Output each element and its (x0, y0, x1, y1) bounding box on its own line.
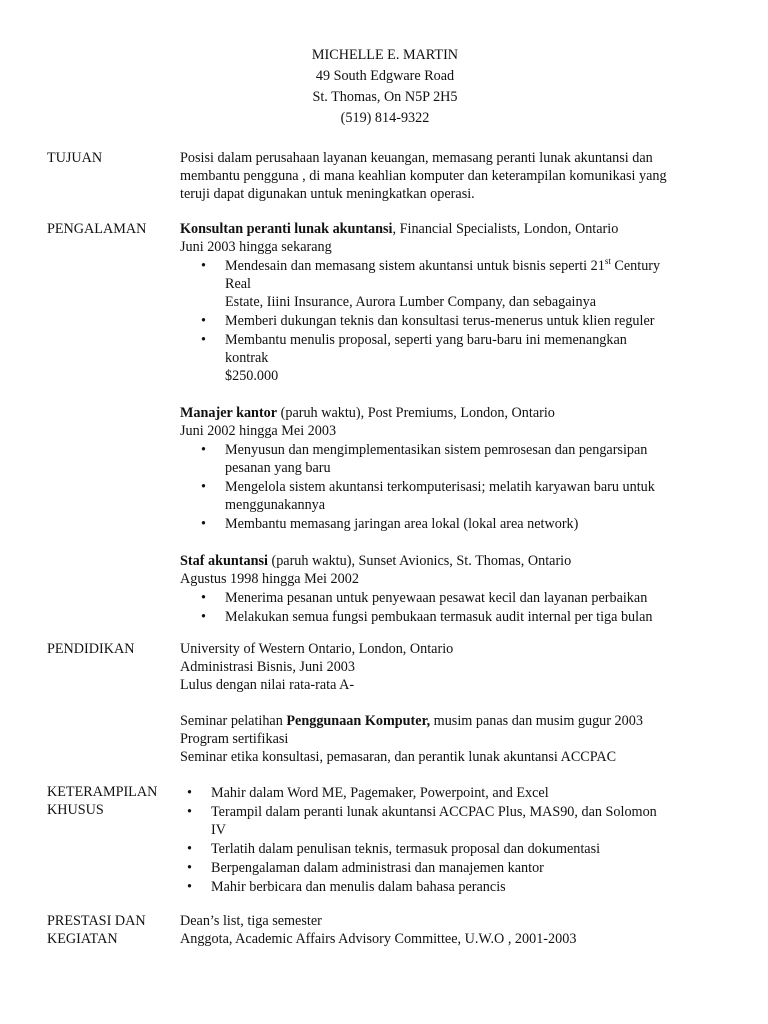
phone-number: (519) 814-9322 (340, 110, 430, 126)
job-details: , Financial Specialists, London, Ontario (392, 221, 619, 237)
objective-line: Posisi dalam perusahaan layanan keuangan, memasang peranti lunak akuntansi dan (180, 150, 653, 166)
list-item (180, 878, 710, 896)
bullet-icon: • (201, 332, 206, 348)
seminar-text: Seminar pelatihan (180, 713, 287, 729)
experience-label: PENGALAMAN (47, 221, 147, 237)
list-item (180, 257, 710, 311)
list-item (180, 608, 710, 626)
bullet-icon: • (201, 479, 206, 495)
list-item (180, 478, 710, 514)
activities-content (180, 912, 710, 948)
list-item (180, 803, 710, 839)
activities-label-line: PRESTASI DAN (47, 913, 146, 929)
bullet-icon: • (201, 442, 206, 458)
list-item (180, 859, 710, 877)
job-dates: Juni 2003 hingga sekarang (180, 239, 332, 255)
resume-header (0, 45, 768, 129)
bullet-icon: • (201, 258, 206, 274)
duty-text: menggunakannya (225, 497, 326, 513)
job-dates: Juni 2002 hingga Mei 2003 (180, 423, 337, 439)
job-heading (180, 404, 710, 422)
skills-label-line: KHUSUS (47, 802, 104, 818)
seminar-line (180, 712, 710, 730)
list-item (180, 840, 710, 858)
job-dates: Agustus 1998 hingga Mei 2002 (180, 571, 359, 587)
skills-label (47, 783, 175, 819)
skills-list (180, 784, 710, 896)
duty-text: Estate, Iiini Insurance, Aurora Lumber Company, dan sebagainya (225, 294, 596, 310)
list-item (180, 312, 710, 330)
bullet-icon: • (201, 609, 206, 625)
job-details: (paruh waktu), Sunset Avionics, St. Thomas, Ontario (267, 553, 572, 569)
job-details: (paruh waktu), Post Premiums, London, Ontario (277, 405, 555, 421)
job-title: Manajer kantor (180, 405, 278, 421)
bullet-icon: • (187, 879, 192, 895)
list-item (180, 784, 710, 802)
bullet-icon: • (201, 313, 206, 329)
job-duties (180, 589, 710, 626)
skill-text: Mahir dalam Word ME, Pagemaker, Powerpoint, and Excel (211, 785, 549, 801)
ethics-seminar-line: Seminar etika konsultasi, pemasaran, dan perantik lunak akuntansi ACCPAC (180, 749, 617, 765)
duty-text: Memberi dukungan teknis dan konsultasi terus-menerus untuk klien reguler (225, 313, 655, 329)
bullet-icon: • (201, 516, 206, 532)
job-heading (180, 552, 710, 570)
city-address: St. Thomas, On N5P 2H5 (312, 89, 458, 105)
activity-line: Dean’s list, tiga semester (180, 913, 322, 929)
skill-text: Terlatih dalam penulisan teknis, termasuk proposal dan dokumentasi (211, 841, 601, 857)
job-duties (180, 441, 710, 533)
objective-line: membantu pengguna , di mana keahlian komputer dan keterampilan komunikasi yang (180, 168, 667, 184)
applicant-name: MICHELLE E. MARTIN (311, 47, 459, 63)
skills-label-line: KETERAMPILAN (47, 784, 158, 800)
duty-text: kontrak (225, 350, 269, 366)
bullet-icon: • (187, 785, 192, 801)
seminar-title: Penggunaan Komputer, (286, 713, 431, 729)
seminar-text: musim panas dan musim gugur 2003 (430, 713, 643, 729)
list-item (180, 441, 710, 477)
duty-text: Menyusun dan mengimplementasikan sistem pemrosesan dan pengarsipan (225, 442, 648, 458)
duty-text: Membantu memasang jaringan area lokal (lokal area network) (225, 516, 579, 532)
objective-line: teruji dapat digunakan untuk meningkatkan operasi. (180, 186, 475, 202)
skill-text: Berpengalaman dalam administrasi dan manajemen kantor (211, 860, 544, 876)
list-item (180, 331, 710, 385)
bullet-icon: • (187, 804, 192, 820)
objective-text (180, 149, 710, 203)
activity-line: Anggota, Academic Affairs Advisory Committee, U.W.O , 2001-2003 (180, 931, 577, 947)
education-line: University of Western Ontario, London, Ontario (180, 641, 454, 657)
education-content (180, 640, 710, 766)
certification-line: Program sertifikasi (180, 731, 289, 747)
bullet-icon: • (187, 841, 192, 857)
education-line: Administrasi Bisnis, Juni 2003 (180, 659, 355, 675)
job-heading (180, 220, 710, 238)
street-address: 49 South Edgware Road (315, 68, 455, 84)
job-title: Staf akuntansi (180, 553, 268, 569)
objective-label: TUJUAN (47, 150, 103, 166)
experience-content (180, 220, 710, 627)
bullet-icon: • (201, 590, 206, 606)
activities-label-line: KEGIATAN (47, 931, 118, 947)
bullet-icon: • (187, 860, 192, 876)
duty-text: pesanan yang baru (225, 460, 331, 476)
duty-text: Real (225, 276, 251, 292)
list-item (180, 515, 710, 533)
duty-text: Century (610, 258, 661, 274)
activities-label (47, 912, 175, 948)
superscript: st (604, 256, 611, 266)
duty-text: $250.000 (225, 368, 279, 384)
duty-text: Melakukan semua fungsi pembukaan termasuk audit internal per tiga bulan (225, 609, 653, 625)
duty-text: Membantu menulis proposal, seperti yang baru-baru ini memenangkan (225, 332, 627, 348)
skills-content (180, 783, 710, 897)
skill-text: IV (211, 822, 226, 838)
skill-text: Terampil dalam peranti lunak akuntansi ACCPAC Plus, MAS90, dan Solomon (211, 804, 657, 820)
duty-text: Mendesain dan memasang sistem akuntansi untuk bisnis seperti 21 (225, 258, 605, 274)
duty-text: Menerima pesanan untuk penyewaan pesawat kecil dan layanan perbaikan (225, 590, 648, 606)
duty-text: Mengelola sistem akuntansi terkomputerisasi; melatih karyawan baru untuk (225, 479, 655, 495)
education-line: Lulus dengan nilai rata-rata A- (180, 677, 355, 693)
job-duties (180, 257, 710, 385)
job-title: Konsultan peranti lunak akuntansi (180, 221, 393, 237)
education-label: PENDIDIKAN (47, 641, 135, 657)
list-item (180, 589, 710, 607)
skill-text: Mahir berbicara dan menulis dalam bahasa perancis (211, 879, 506, 895)
